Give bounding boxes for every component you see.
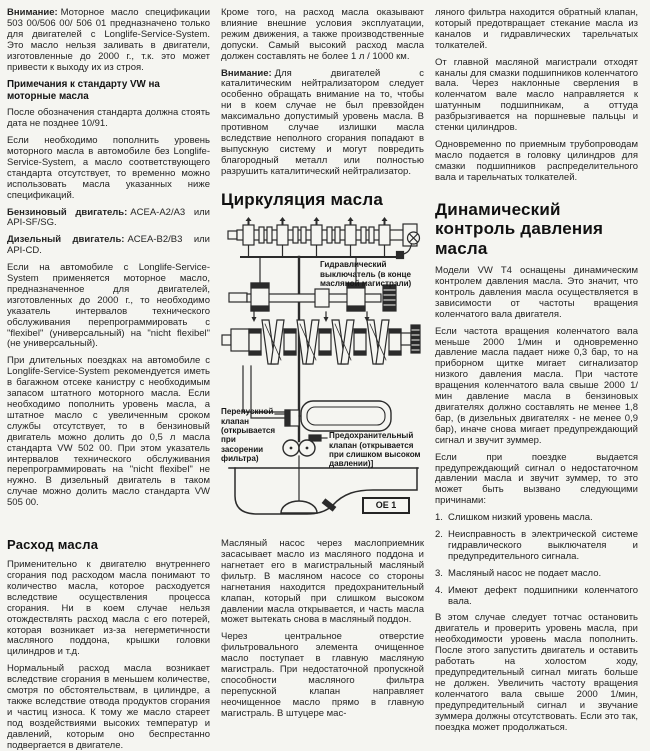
safety-valve-label: Предохранительный клапан (открывается при слишком высоком давлении)] <box>329 431 421 469</box>
warning-lead: Внимание: <box>7 7 58 18</box>
dynamic-oil-pressure-heading: Динамический контроль давления масла <box>435 199 604 258</box>
catalyst-warning-lead: Внимание: <box>221 67 272 79</box>
catalyst-warning-text: Для двигателей с каталитическим нейтрализатором следует особенно обращать внимание на то, чтобы ни в коем случае не был превзойден максимально допустимый уровень масла. В противном случае излишки масла вследствие неполного сгорания попадают в выпускную систему и могут повредить благородный металл или полностью разрушить каталитический нейтрализатор. <box>221 67 424 177</box>
petrol-engine-spec <box>7 208 210 230</box>
diesel-engine-lead: Дизельный двигатель: <box>7 234 125 246</box>
pickup-strainer <box>281 501 317 513</box>
oil-circulation-diagram <box>221 217 424 525</box>
vw-standard-notes-heading: Примечания к стандарту VW на моторные масла <box>7 79 160 102</box>
standard-date-paragraph: После обозначения стандарта должна стоять дата не позднее 10/91. <box>7 107 210 130</box>
crankshaft <box>222 320 420 364</box>
warning-text: Моторное масло спецификации 503 00/506 00/ 506 01 предназначено только для двигателей с Longlife-Service-System. Это масло нельзя заливать в двигатели, изготовленные до 2000 г., т.к. это может привести к выходу их из строя. <box>7 7 210 73</box>
camshaft <box>228 224 417 246</box>
oil-filter-paragraph: Через центральное отверстие фильтровального элемента очищенное масло поступает в главную масляную магистраль. При недостаточной пропускной способности масляного фильтра перепускной клапан направляет неочищенное масло прямо в главную магистраль. В штуцере мас- <box>221 631 424 719</box>
list-item-number: 1. <box>435 512 443 524</box>
consumption-paragraph-2: Нормальный расход масла возникает вследствие сгорания в меньшем количестве, смотря по обстоятельствам, в цилиндре, а также вследствие отвода продуктов сгорания и частиц износа. К тому же масло стареет под воздействиями высоких температур и давлений, которым оно беспрестанно подвергается в двигателе. <box>7 663 210 751</box>
list-item-text: Неисправность в электрической системе гидравлического выключателя и предупредительного сигнала. <box>448 529 638 562</box>
causes-intro-paragraph: Если при поездке выдается предупреждающий сигнал о недостаточном давлении масла и звучит зуммер, то это может быть вызвано следующими причинами: <box>435 451 638 507</box>
cylinder-head-paragraph: Одновременно по приемным трубопроводам масло подается в головку цилиндров для смазки подшипников распределительного вала и тарельчатых толкателей. <box>435 138 638 183</box>
catalyst-warning-paragraph <box>221 69 424 178</box>
list-item-text: Имеют дефект подшипники коленчатого вала. <box>448 584 638 607</box>
list-item <box>435 530 638 563</box>
action-paragraph: В этом случае следует тотчас остановить двигатель и проверить уровень масла, при необходимости уровень масла пополнить. После этого запустить двигатель и оставить работать на холостом ходу, предупредительный сигнал мигать больше не должен. Увеличить частоту вращения коленчатого вала свыше 2000 1/мин, предупредительный сигнал и звучание зуммера должны отсутствовать. Если это так, поездка может продолжаться. <box>435 612 638 733</box>
diesel-engine-text: ACEA-B2/B3 или API-CD. <box>7 234 210 257</box>
main-gallery-paragraph: От главной масляной магистрали отходят каналы для смазки подшипников коленчатого вала. Через наклонные сверления в коленчатом вале масло направляется к шатунным подшипникам, а оттуда разбрызгивается на поршневые пальцы и стенки цилиндров. <box>435 56 638 134</box>
rpm-pressure-paragraph: Если частота вращения коленчатого вала меньше 2000 1/мин и одновременно давление масла падает ниже 0,3 бар, то на приборном щитке мигает сигнализатор низкого давления масла. При частоте вращения коленчатого вала свыше 2000 1/мин давление масла в бензиновых двигателях должно составлять не менее 1,8 бар, (в дизельных двигателях - не менее 0,9 бар), иначе снова мигает предупреждающий сигнал и звучит зуммер. <box>435 325 638 446</box>
list-item-number: 2. <box>435 529 443 541</box>
oil-pump-paragraph: Масляный насос через маслоприемник засасывает масло из масляного поддона и нагнетает его в магистральный масляный фильтр. В масляном насосе со стороны нагнетания находится предохранительный клапан, который при слишком высоком давлении масла открывается, и часть масла может вытекать снова в масляный поддон. <box>221 538 424 626</box>
middle-column <box>221 8 424 734</box>
list-item-text: Слишком низкий уровень масла. <box>448 512 593 524</box>
warning-paragraph <box>7 8 210 73</box>
drain-plug <box>322 498 337 511</box>
flexibel-paragraph: Если на автомобиле с Longlife-Service-System применяется моторное масло, предназначенное для двигателей, изготовленных до 2000 г., то необходимо указатель интервалов технического обслуживания перепрограммировать с "flexibel" (универсальный) на "nicht flexibel" (не универсальный). <box>7 262 210 350</box>
list-item <box>435 586 638 608</box>
list-item <box>435 513 638 524</box>
figure-reference-badge: OE 1 <box>362 497 410 514</box>
oil-consumption-heading: Расход масла <box>7 537 99 553</box>
models-paragraph: Модели VW T4 оснащены динамическим контролем давления масла. Это значит, что контроль давления масла осуществляется в зависимости от частоты вращения коленчатого вала двигателя. <box>435 265 638 320</box>
safety-valve-symbol <box>309 435 327 441</box>
right-column <box>435 8 638 734</box>
check-valve-paragraph: ляного фильтра находится обратный клапан, который предотвращает стекание масла из каналов и гидравлических тарельчатых толкателей. <box>435 7 638 51</box>
petrol-engine-lead: Бензиновый двигатель: <box>7 206 128 218</box>
hydraulic-switch-label: Гидравлический выключатель (в конце масляной магистрали) <box>320 260 412 288</box>
canister-paragraph: При длительных поездках на автомобиле с Longlife-Service-System рекомендуется иметь в багажном отсеке канистру с необходимым запасом штатного моторного масла. Если необходимо пополнить уровень масла, а штатное масло с увеличенным сроком службы отсутствует, то в бензиновый двигатель можно долить до 0,5 л масла стандарта VW 502 00. При этом указатель интервалов технического обслуживания перепрограммировать на "nicht flexibel" не нужно. В дизельный двигатель в таком случае можно долить масло стандарта VW 505 00. <box>7 355 210 509</box>
consumption-factors-paragraph: Кроме того, на расход масла оказывают влияние внешние условия эксплуатации, режим движения, а также производственные допуски. Самый высокий расход масла должен составлять не более 1 л / 1000 км. <box>221 7 424 62</box>
left-column <box>7 7 210 751</box>
petrol-engine-text: ACEA-A2/A3 или API-SF/SG. <box>7 206 210 229</box>
bypass-valve-label: Перепускной клапан (открывается при засорении фильтра) <box>221 407 276 464</box>
list-item-text: Масляный насос не подает масло. <box>448 567 602 579</box>
list-item <box>435 569 638 580</box>
refill-paragraph: Если необходимо пополнить уровень моторного масла в автомобиле без Longlife-Service-System, а масло соответствующего стандарта отсутствует, то временно можно использовать масла указанных ниже спецификаций. <box>7 135 210 201</box>
list-item-number: 3. <box>435 567 443 579</box>
consumption-paragraph-1: Применительно к двигателю внутреннего сгорания под расходом масла понимают то количество масла, которое расходуется вследствие осуществления процесса сгорания. Ни в коем случае нельзя отождествлять расход масла с его потерей, которая возникает из-за негерметичности масляного поддона, крышки головки цилиндров и т.д. <box>7 559 210 658</box>
list-item-number: 4. <box>435 584 443 596</box>
oil-circulation-heading: Циркуляция масла <box>221 189 383 209</box>
diesel-engine-spec <box>7 235 210 257</box>
oil-filter <box>299 401 391 431</box>
causes-list <box>435 513 638 607</box>
